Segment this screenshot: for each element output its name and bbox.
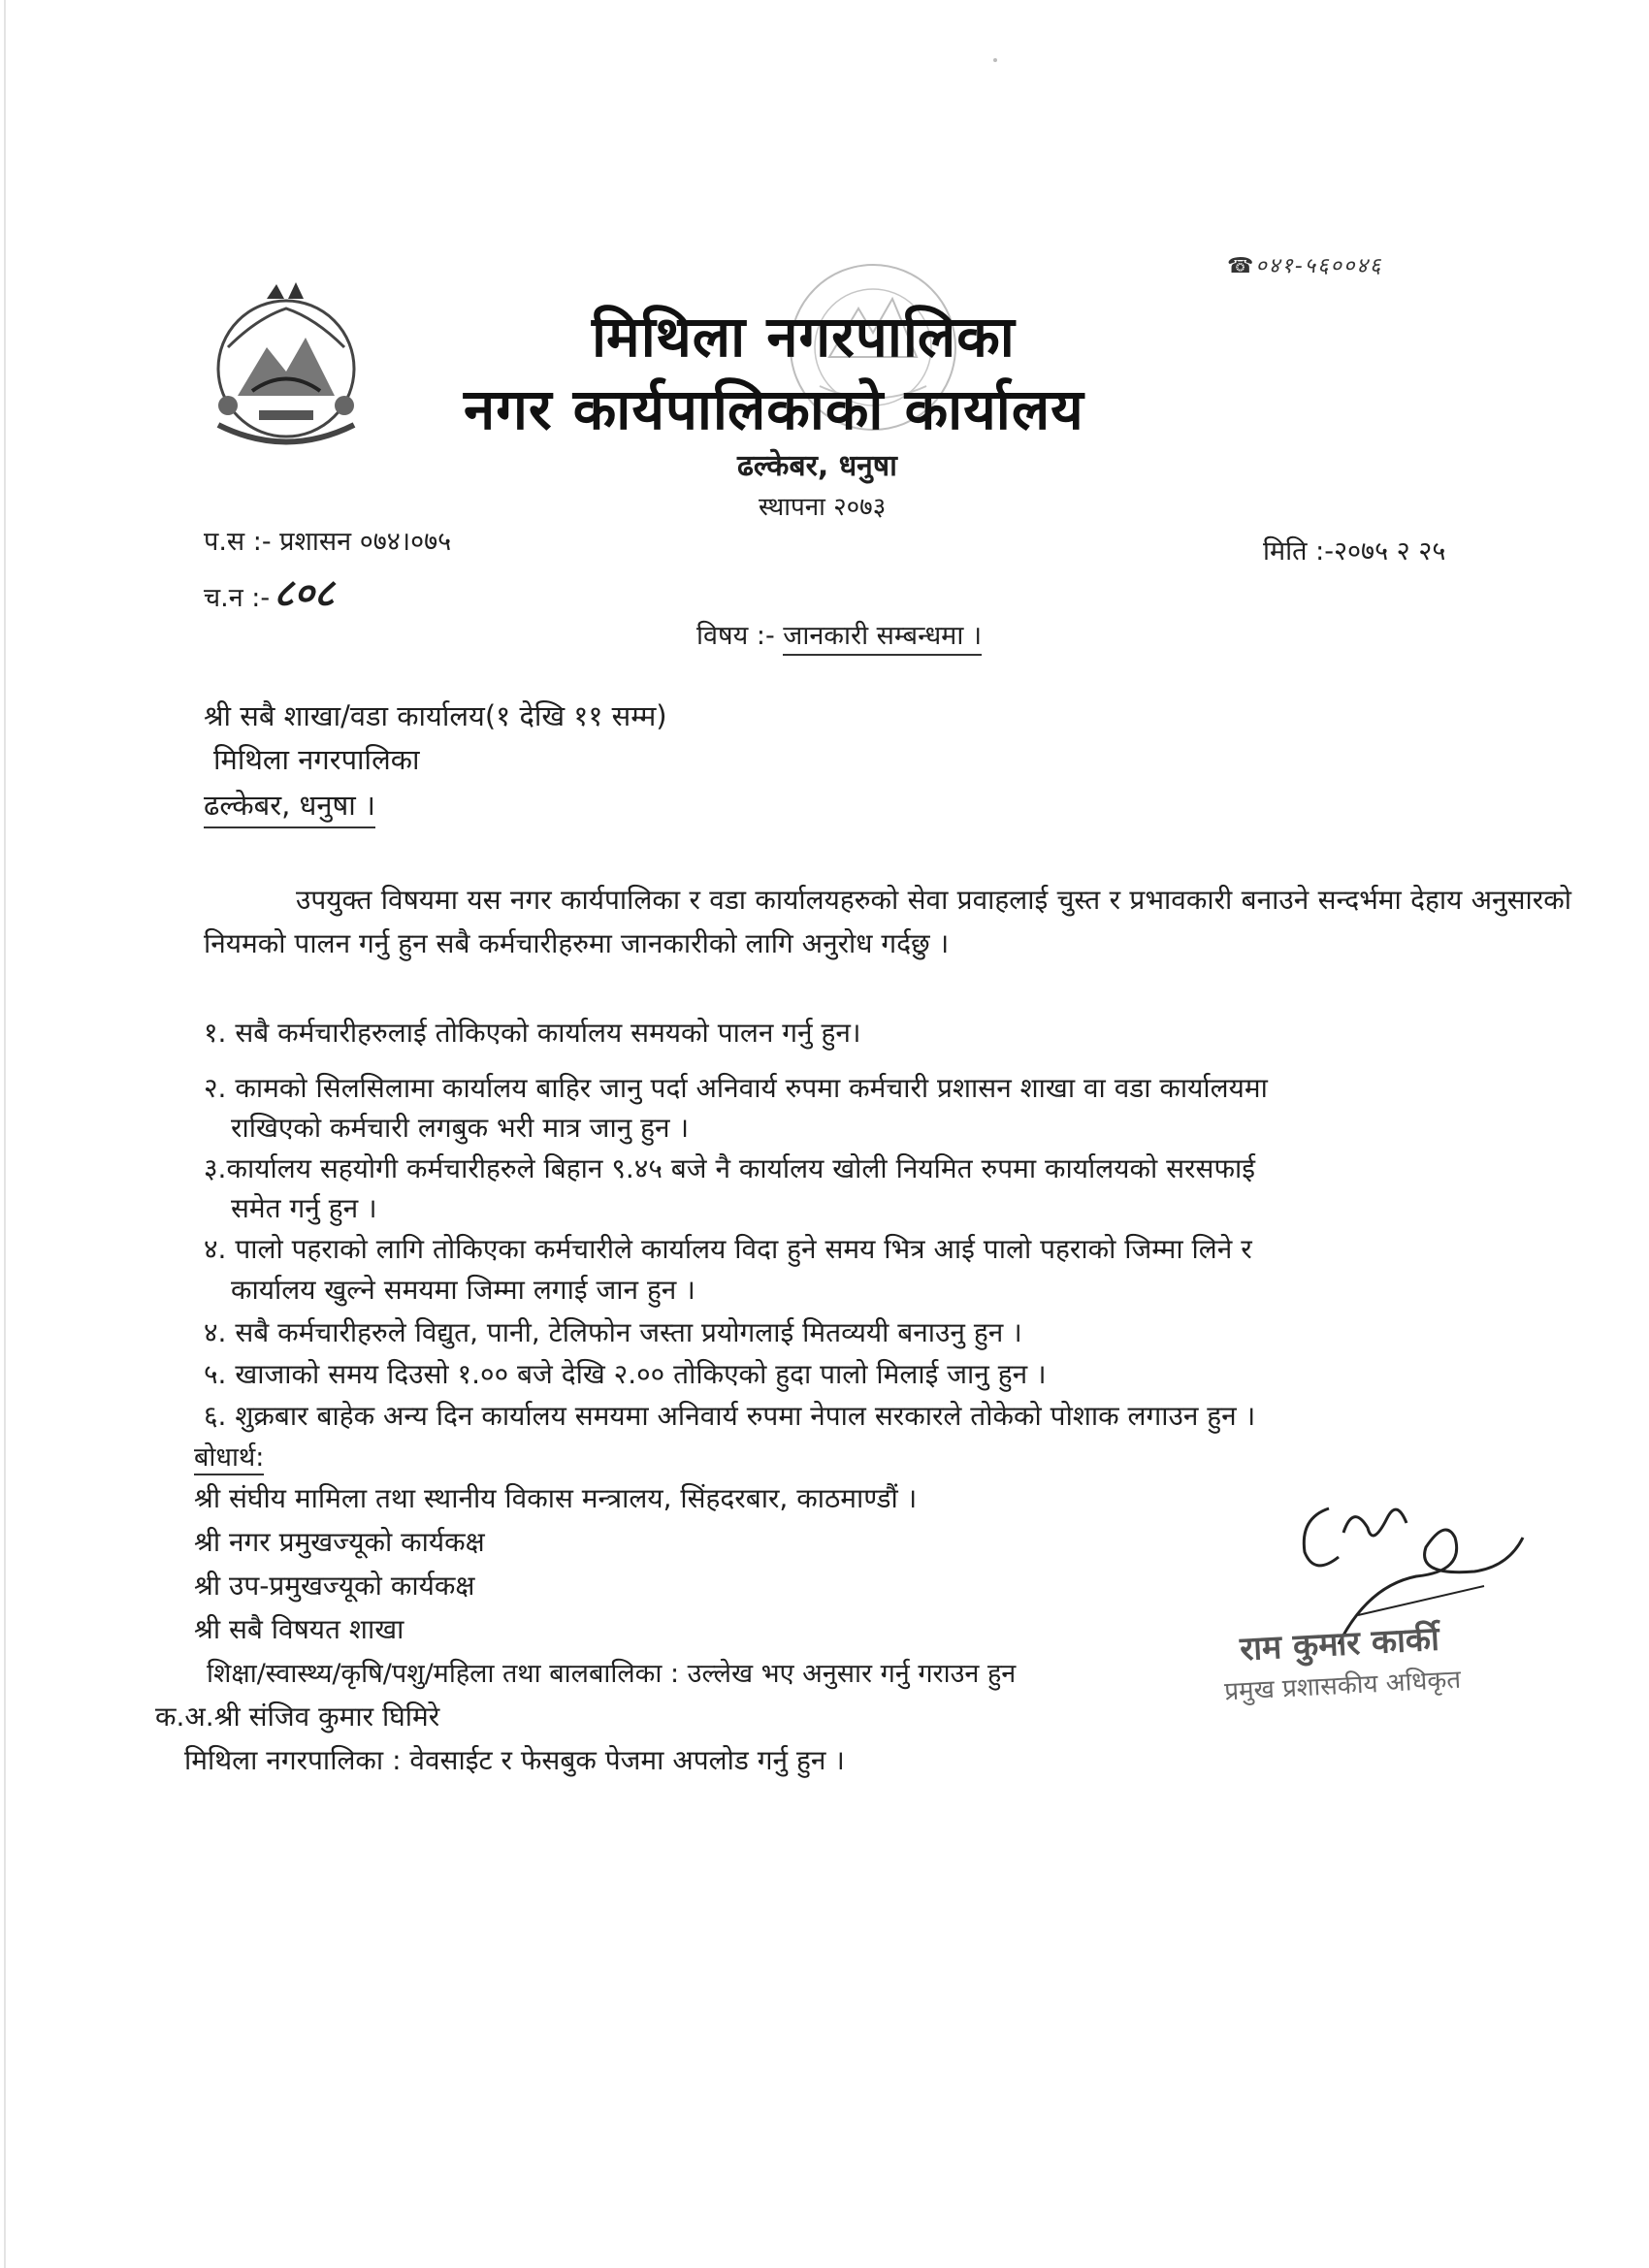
recipient-line-3: ढल्केबर, धनुषा । xyxy=(204,786,375,828)
cc-recipient: श्री संघीय मामिला तथा स्थानीय विकास मन्त्रालय, सिंहदरबार, काठमाण्डौं । xyxy=(194,1482,918,1514)
scan-speck xyxy=(993,58,997,62)
cc-recipient: क.अ.श्री संजिव कुमार घिमिरे xyxy=(155,1701,440,1733)
rule-item: ४. पालो पहराको लागि तोकिएका कर्मचारीले कार्यालय विदा हुने समय भित्र आई पालो पहराको जिम्मा लिने र xyxy=(204,1233,1252,1265)
nepal-emblem-icon xyxy=(199,279,373,454)
rule-item: ५. खाजाको समय दिउसो १.०० बजे देखि २.०० तोकिएको हुदा पालो मिलाई जानु हुन । xyxy=(204,1358,1047,1390)
cc-recipient: श्री नगर प्रमुखज्यूको कार्यकक्ष xyxy=(194,1526,485,1558)
rule-item: २. कामको सिलसिलामा कार्यालय बाहिर जानु पर्दा अनिवार्य रुपमा कर्मचारी प्रशासन शाखा वा वडा कार्यालयमा xyxy=(204,1072,1268,1104)
recipient-line-2: मिथिला नगरपालिका xyxy=(213,743,420,776)
dispatch-number-row xyxy=(204,565,335,618)
reference-number: प.स :- प्रशासन ०७४।०७५ xyxy=(204,527,452,557)
established-year: स्थापना २०७३ xyxy=(759,493,887,522)
cc-recipient: शिक्षा/स्वास्थ्य/कृषि/पशु/महिला तथा बालबालिका : उल्लेख भए अनुसार गर्नु गराउन हुन xyxy=(207,1659,1017,1689)
cc-recipient: मिथिला नगरपालिका : वेवसाईट र फेसबुक पेजमा अपलोड गर्नु हुन । xyxy=(184,1744,845,1776)
rule-item: १. सबै कर्मचारीहरुलाई तोकिएको कार्यालय समयको पालन गर्नु हुन। xyxy=(204,1017,861,1049)
rule-item: ३.कार्यालय सहयोगी कर्मचारीहरुले बिहान ९.४५ बजे नै कार्यालय खोली नियमित रुपमा कार्यालयको सरसफाई xyxy=(204,1152,1256,1184)
rule-item: ४. सबै कर्मचारीहरुले विद्युत, पानी, टेलिफोन जस्ता प्रयोगलाई मितव्ययी बनाउनु हुन । xyxy=(204,1316,1022,1348)
office-address: ढल्केबर, धनुषा xyxy=(737,449,897,483)
rule-item: ६. शुक्रबार बाहेक अन्य दिन कार्यालय समयमा अनिवार्य रुपमा नेपाल सरकारले तोकेको पोशाक लगाउन हुन । xyxy=(204,1400,1256,1432)
dispatch-label: च.न :- xyxy=(204,583,271,613)
office-name-heading: नगर कार्यपालिकाको कार्यालय xyxy=(464,376,1084,442)
subject-value: जानकारी सम्बन्धमा । xyxy=(783,621,982,656)
subject-label: विषय :- xyxy=(696,621,775,651)
cc-recipient: श्री उप-प्रमुखज्यूको कार्यकक्ष xyxy=(194,1570,475,1602)
rule-item-continuation: समेत गर्नु हुन । xyxy=(231,1192,377,1224)
cc-recipient: श्री सबै विषयत शाखा xyxy=(194,1613,404,1645)
dispatch-number: ८०८ xyxy=(274,571,335,616)
org-name-heading: मिथिला नगरपालिका xyxy=(592,304,1016,370)
signatory-title: प्रमुख प्रशासकीय अधिकृत xyxy=(1223,1665,1462,1707)
left-margin-line xyxy=(4,0,6,2268)
body-intro-paragraph: उपयुक्त विषयमा यस नगर कार्यपालिका र वडा कार्यालयहरुको सेवा प्रवाहलाई चुस्त र प्रभावकारी बनाउने सन्दर्भमा देहाय अनुसारको नियमको पालन गर्नु हुन सबै कर्मचारीहरुमा जानकारीको लागि अनुरोध गर्दछु । xyxy=(204,884,1571,959)
letter-date: मिति :-२०७५ २ २५ xyxy=(1263,536,1446,567)
recipient-line-1: श्री सबै शाखा/वडा कार्यालय(१ देखि ११ सम्म) xyxy=(204,699,667,732)
phone-number: ☎०४१-५६००४६ xyxy=(1227,254,1383,278)
rule-item-continuation: राखिएको कर्मचारी लगबुक भरी मात्र जानु हुन । xyxy=(231,1112,690,1144)
cc-heading: बोधार्थ: xyxy=(194,1438,264,1475)
subject-line xyxy=(696,616,982,652)
rule-item-continuation: कार्यालय खुल्ने समयमा जिम्मा लगाई जान हुन । xyxy=(231,1274,695,1306)
signatory-name: राम कुमार कार्की xyxy=(1239,1619,1440,1669)
